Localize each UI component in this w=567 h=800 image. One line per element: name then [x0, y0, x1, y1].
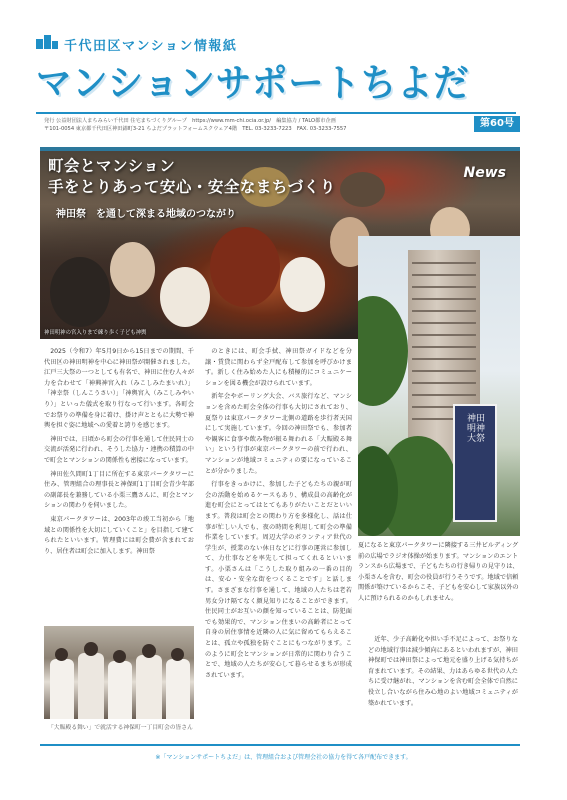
paragraph: 近年、少子高齢化や担い手不足によって、お祭りなどの地域行事は減少傾向にあるといわれますが、神田神保町では神田祭によって地元を盛り上げる気持ちが育まれています。その結果、力はあらゆる世代の人たちに受け継がれ、マンションを含む町会全体で自然に役立し合いながら住み心地のよい地域コミュニティが築かれています。 — [368, 636, 518, 707]
paragraph: 神田佐久間町1丁目に所在する東京パークタワーに住み、管理組合の理事長と神保町1丁目町会青少年部の副部長を兼務している小栗三鷹さんに、町会とマンションの関わりを伺いました。 — [44, 470, 194, 510]
paragraph: 行事をきっかけに、参加した子どもたちの親が町会の活動を始めるケースもあり、構成員の高齢化が進む町会にとってはとてもありがたいことだといいます。普段は町会との関わり方を多様化し、話は仕事が忙しい人でも、夜の時間を利用して町会の準備作業をしています。周辺大学のボランティア世代の学生が、授業のない休日などに行事の運営に参加して、力仕事などを率先して担ってくれるといいます。小栗さんは「こうした取り組みの一番の目的は、安心・安全な街をつくることです」と話します。さまざまな行事を通して、地域の人たちは老若男女分け隔てなく顔見知りになることができます。住民同士がお互いの顔を知っていることは、防犯面でも効果的で、マンション住まいの高齢者にとって自身の居住事情を近隣の人に気に留めてもらえることは、孤立や孤独を防ぐことにもつながります。このように町会とマンションが日常的に関わり合うことで、地域の人たちが安心して暮らせるまちが形成されています。 — [205, 481, 352, 679]
logo-building-icon — [36, 35, 58, 49]
paragraph: のときには、町会手拭、神田祭ガイドなどを分譲・賃貸に関わらず全戸配布して参加を呼びかけます。新しく住み始めた人にも積極的にコミュニケーションを図る機会が設けられています。 — [205, 348, 352, 387]
paragraph: 神田では、日頃から町会の行事を通して住民同士の交流が活発に行われ、そうした協力・連携の積算の中で町会とマンションの関係性も密接になっています。 — [44, 435, 194, 464]
newsletter-subtitle: 千代田区マンション情報紙 — [64, 39, 238, 54]
paragraph: 東京パークタワーは、2003年の竣工当初から「地域との関係性を大切にしていくこと」を目指して建てられたといいます。管理費には町会費が含まれており、居住者は町会に加入します。神田祭 — [44, 515, 194, 555]
publisher-info: 発行 公益財団法人まちみらい千代田 住宅まちづくりグループ https://www.mm-chi.ocia.or.jp/ 編集協力 / TALO都市企画 — [44, 118, 336, 124]
footer-divider — [40, 744, 520, 746]
festival-banner: 神田明神大祭 — [453, 404, 497, 522]
small-photo-caption: 「大賑殿る舞い」で就活する神保町一丁目町会の皆さん — [48, 725, 193, 731]
news-badge: News — [463, 165, 506, 181]
publisher-address: 〒101-0054 東京都千代田区神田錦町3-21 ちよだプラットフォームスクウェア4階 TEL. 03-3233-7223 FAX. 03-3233-7557 — [44, 126, 347, 132]
hero-headline-line1: 町会とマンション — [48, 157, 176, 175]
article-column-3 — [368, 635, 518, 712]
article-column-2 — [205, 347, 352, 684]
issue-number: 第60号 — [474, 116, 520, 132]
newsletter-title: マンションサポートちよだ — [36, 61, 470, 105]
footer-note: ※「マンションサポートちよだ」は、管理組合および管理会社の協力を得て各戸配布できます。 — [155, 754, 412, 761]
article-column-1 — [44, 347, 194, 560]
hero-caption: 神田明神の宮入りまで練り歩く子ども神輿 — [44, 330, 147, 336]
hero-subheadline: 神田祭 を通して深まる地域のつながり — [56, 209, 236, 220]
paragraph: 2025（令和7）年5月9日から15日までの期間、千代田区の神田明神を中心に神田祭が開催されました。江戸三大祭の一つとしても有名で、神田に住む人々が力を合わせて「神興神宮入れ（みこしみたまいれ）」「神幸祭（しんこうさい）」「神輿宮入（みこしみやいり）」といった儀式を取り行なって行います。各町会でお祭りの準備を身に着け、掛け声とともに大勢で神輿を担ぐ姿に地域への愛着と誇りを感じます。 — [44, 348, 194, 430]
header-divider — [36, 112, 516, 114]
paragraph: 新年会やボーリング大会、バス旅行など、マンションを含めた町会全体の行事も大切にされており、夏祭りは東京パークタワー北側の道路を歩行者天国にして実施しています。今回の神田祭でも、参加者や観客に食事や飲み物が振る舞われる「大賑殿る舞い」という行事が東京パークタワーの前で行われ、マンションが地域コミュニティの要になっていることが分かりました。 — [205, 393, 352, 475]
tower-caption: 夏になると東京パークタワーに隣接する三井ビルディング前の広場でラジオ体操が始まります。マンションのエントランスから広場まで、子どもたちの行き帰りの見守りは、小栗さんを含む、町会の役員が行うそうです。地域で信頼関係が築けているからこそ、子どもを安心して家族以外の人に預けられるのかもしれません。 — [358, 542, 519, 602]
small-photo — [44, 626, 194, 719]
tower-photo — [358, 236, 520, 536]
hero-headline-line2: 手をとりあって安心・安全なまちづくり — [48, 178, 336, 196]
hero-accent-bar — [40, 147, 520, 151]
hero-headline — [48, 156, 336, 198]
